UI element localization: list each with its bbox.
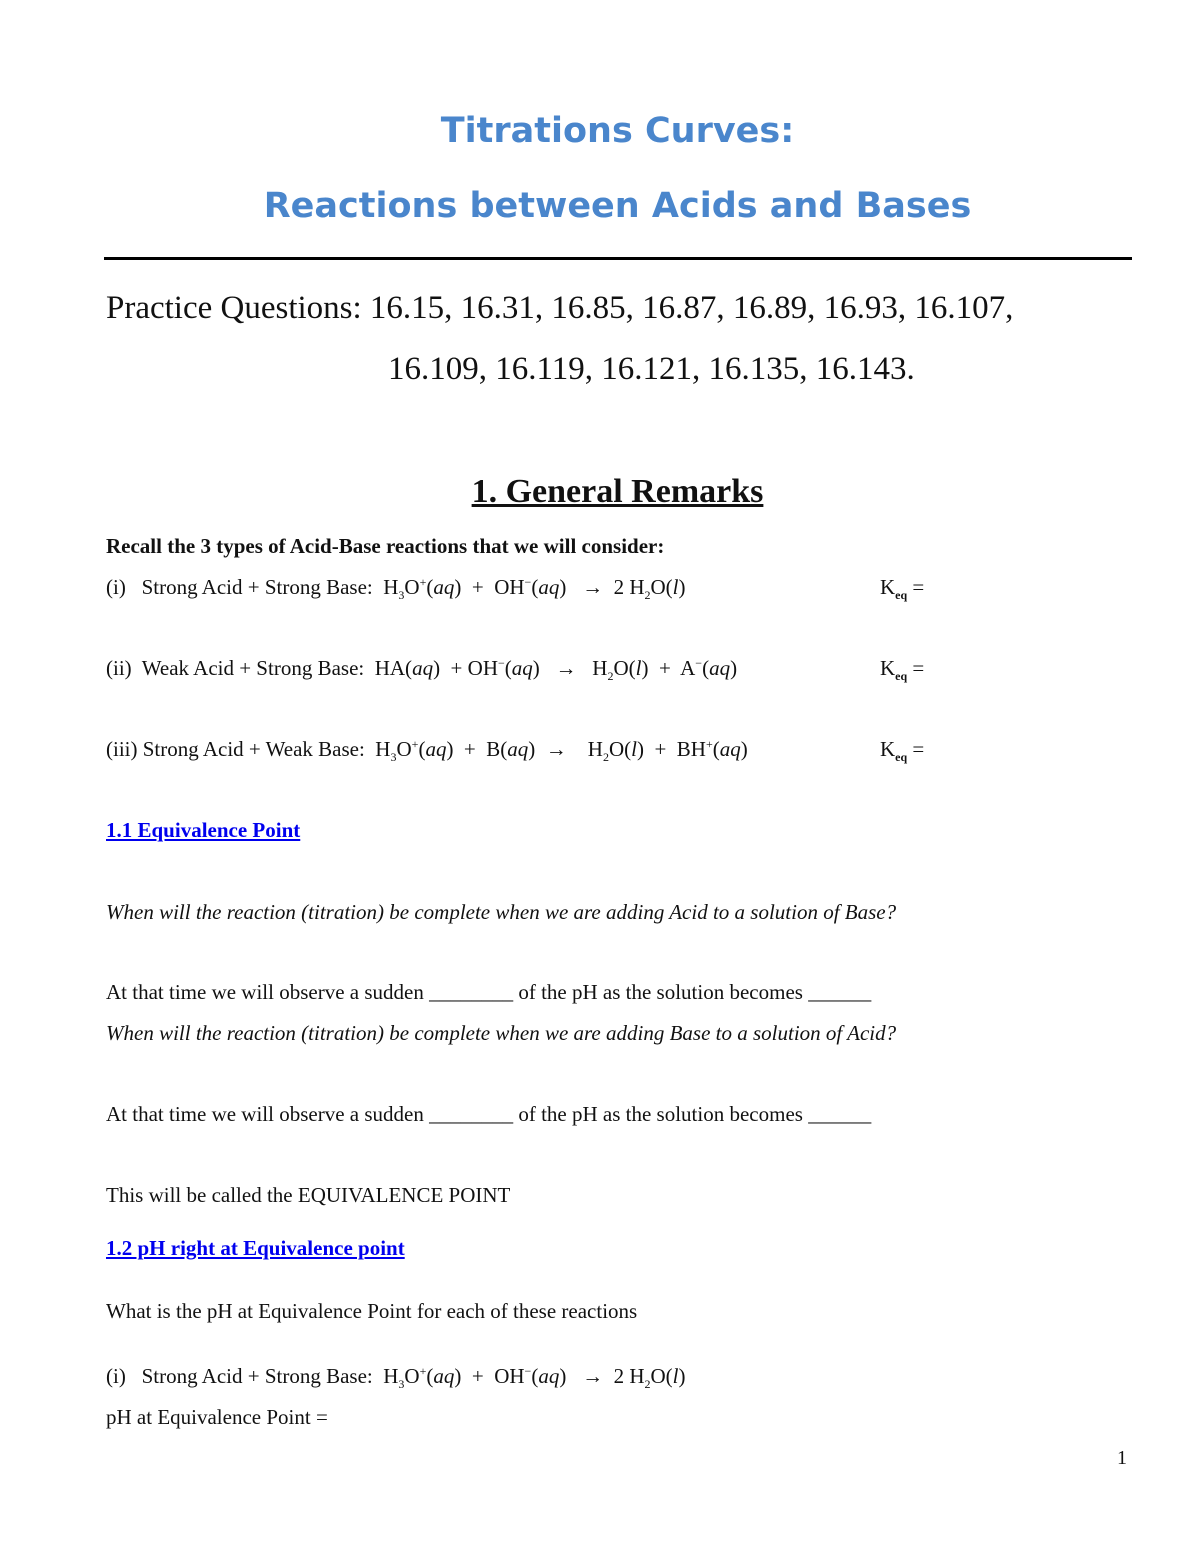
keq-label-1: $K_{eq}$ =: [880, 575, 925, 603]
observe-text-1: At that time we will observe a sudden ________ of the pH as the solution becomes ______: [106, 980, 872, 1004]
section-heading-general-remarks: 1. General Remarks: [471, 473, 764, 510]
recall-text: Recall the 3 types of Acid-Base reactions that we will consider:: [106, 534, 665, 558]
ph-at-equivalence-label: pH at Equivalence Point =: [106, 1405, 328, 1429]
subsection-link-equivalence-point[interactable]: 1.1 Equivalence Point: [106, 818, 301, 842]
document-title-line-2: Reactions between Acids and Bases: [263, 186, 972, 226]
question-base-to-acid: When will the reaction (titration) be complete when we are adding Base to a solution of Acid?: [106, 1021, 897, 1045]
equivalence-point-definition: This will be called the EQUIVALENCE POINT: [106, 1183, 511, 1207]
question-acid-to-base: When will the reaction (titration) be complete when we are adding Acid to a solution of Base?: [106, 900, 897, 924]
document-title-line-1: Titrations Curves:: [440, 111, 795, 151]
keq-label-3: $K_{eq}$ =: [880, 737, 925, 765]
reaction-weak-acid-strong-base: (ii) Weak Acid + Strong Base: $HA(aq) + OH^-(aq) \to H_2O(l) + A^-(aq)$: [106, 656, 738, 684]
page-number: 1: [1117, 1447, 1127, 1469]
ph-question: What is the pH at Equivalence Point for each of these reactions: [106, 1299, 638, 1323]
reaction-strong-acid-strong-base: (i) Strong Acid + Strong Base: $H_3O^+(aq) + OH^-(aq) \to 2$ $H_2O(l)$: [106, 575, 686, 603]
keq-label-2: $K_{eq}$ =: [880, 656, 925, 684]
practice-questions-line-2: 16.109, 16.119, 16.121, 16.135, 16.143.: [388, 351, 915, 387]
reaction-strong-acid-strong-base-repeat: (i) Strong Acid + Strong Base: $H_3O^+(aq) + OH^-(aq) \to 2$ $H_2O(l)$: [106, 1364, 686, 1392]
practice-questions-line-1: Practice Questions: 16.15, 16.31, 16.85, 16.87, 16.89, 16.93, 16.107,: [106, 290, 1014, 326]
subsection-link-ph-at-equivalence[interactable]: 1.2 pH right at Equivalence point: [106, 1236, 405, 1260]
observe-text-2: At that time we will observe a sudden ________ of the pH as the solution becomes ______: [106, 1102, 872, 1126]
reaction-strong-acid-weak-base: (iii) Strong Acid + Weak Base: $H_3O^+(aq) + B(aq)$ → $H_2O(l) + BH^+(aq)$: [106, 737, 748, 765]
title-divider: [104, 257, 1132, 260]
